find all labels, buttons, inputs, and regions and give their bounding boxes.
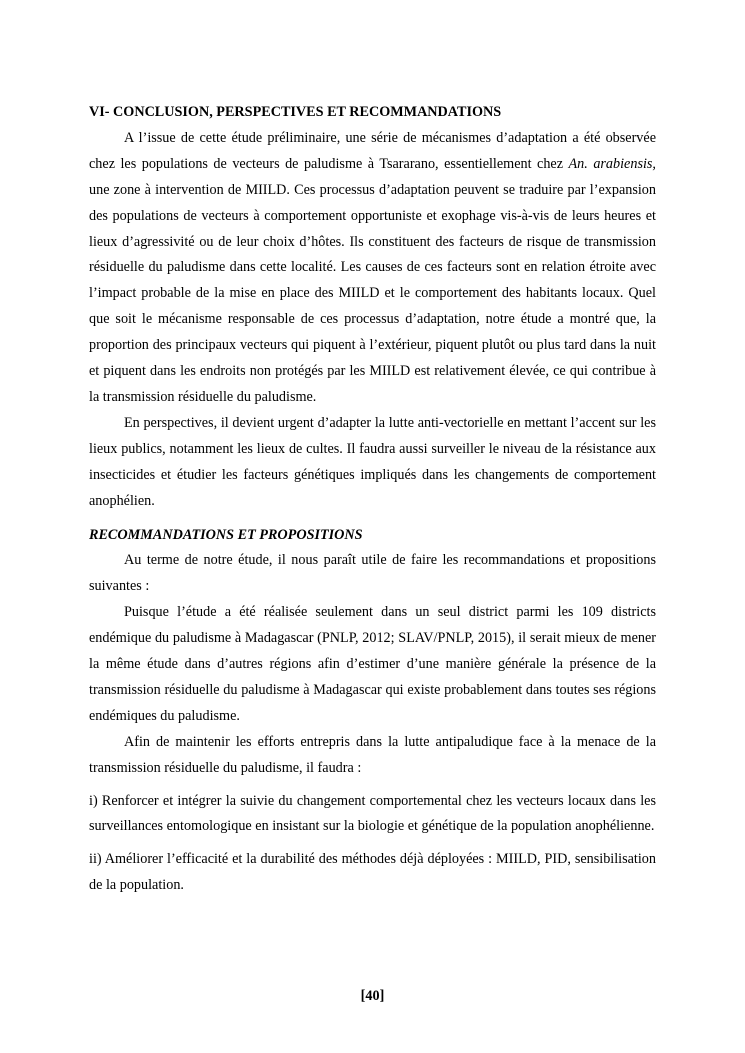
perspectives-paragraph: En perspectives, il devient urgent d’adapter la lutte anti-vectorielle en mettant l’accent sur les lieux publics, notamment les lieux de cultes. Il faudra aussi surveiller le niveau de la résistance aux insecticides et étudier les facteurs génétiques impliqués dans les changements de comportement anophélien. (89, 414, 656, 509)
conclusion-text-start: A l’issue de cette étude préliminaire, une série de mécanismes d’adaptation a été observée chez les populations de vecteurs de paludisme à Tsararano, essentiellement chez (89, 129, 656, 172)
species-name: An. arabiensis, (568, 155, 656, 172)
page-number: [40] (360, 988, 385, 1004)
recommendations-title: RECOMMANDATIONS ET PROPOSITIONS (89, 526, 363, 543)
recommendations-paragraph-2: Afin de maintenir les efforts entrepris dans la lutte antipaludique face à la menace de la transmission résiduelle du paludisme, il faudra : (89, 733, 656, 776)
recommendations-intro: Au terme de notre étude, il nous paraît utile de faire les recommandations et propositions suivantes : (89, 552, 656, 595)
conclusion-text-end: une zone à intervention de MIILD. Ces processus d’adaptation peuvent se traduire par l’expansion des populations de vecteurs à comportement opportuniste et exophage vis-à-vis de leurs heures et lieux d’agressivité ou de leur choix d’hôtes. Ils constituent des facteurs de risque de transmission résiduelle du paludisme dans cette localité. Les causes de ces facteurs sont en relation étroite avec l’impact probable de la mise en place des MIILD et le comportement des habitants locaux. Quel que soit le mécanisme responsable de ces processus d’adaptation, notre étude a montré que, la proportion des principaux vecteurs qui piquent à l’extérieur, piquent plutôt ou plus tard dans la nuit et piquent dans les endroits non protégés par les MIILD est relativement élevée, ce qui contribue à la transmission résiduelle du paludisme. (89, 181, 656, 405)
conclusion-paragraph (89, 126, 656, 411)
section-title: VI- CONCLUSION, PERSPECTIVES ET RECOMMANDATIONS (89, 104, 502, 120)
recommendation-item-2: ii) Améliorer l’efficacité et la durabilité des méthodes déjà déployées : MIILD, PID, sensibilisation de la population. (89, 851, 656, 894)
document-page (89, 100, 656, 899)
recommendation-item-1: i) Renforcer et intégrer la suivie du changement comportemental chez les vecteurs locaux dans les surveillances entomologique en insistant sur la biologie et génétique de la population anophélienne. (89, 792, 656, 835)
recommendations-paragraph-1: Puisque l’étude a été réalisée seulement dans un seul district parmi les 109 districts endémique du paludisme à Madagascar (PNLP, 2012; SLAV/PNLP, 2015), il serait mieux de mener la même étude dans d’autres régions afin d’estimer d’une manière générale la présence de la transmission résiduelle du paludisme à Madagascar qui existe probablement dans toutes ses régions endémiques du paludisme. (89, 604, 656, 724)
